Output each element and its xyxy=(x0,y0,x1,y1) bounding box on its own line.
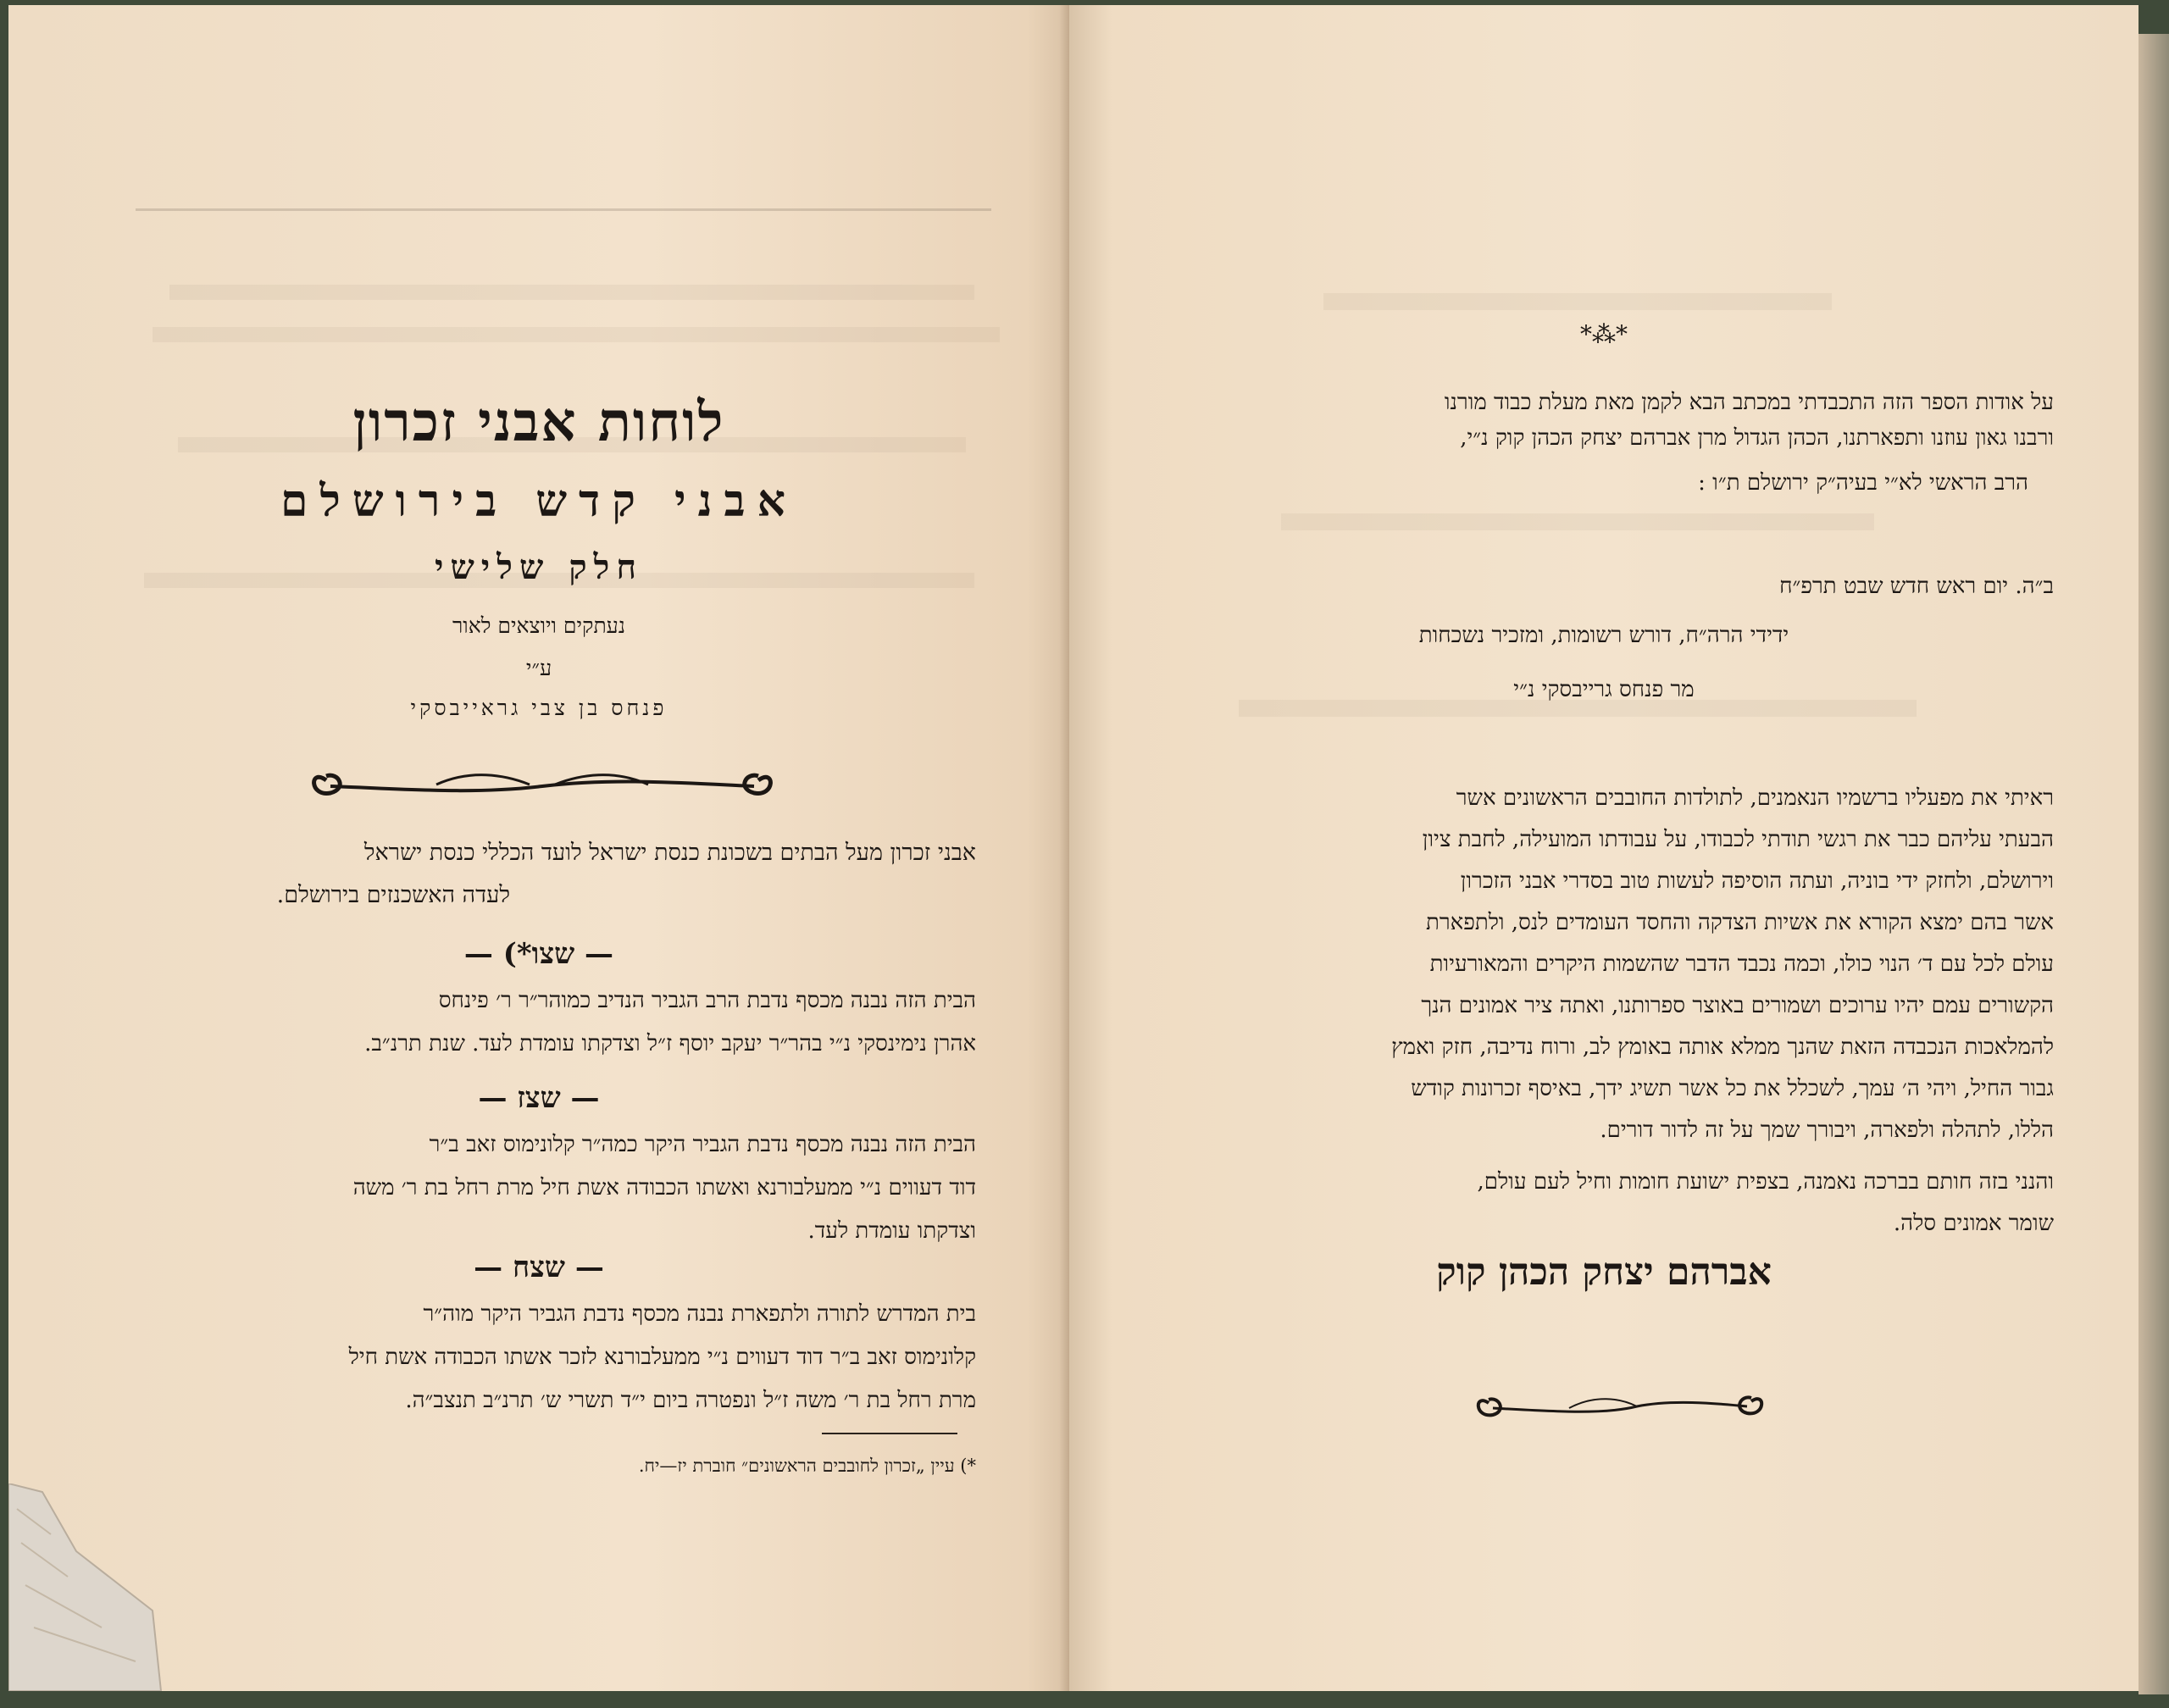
scroll-ornament xyxy=(1467,1378,1772,1428)
copied-line: נעתקים ויוצאים לאור xyxy=(452,613,625,638)
right-page xyxy=(1069,5,2138,1691)
bleed-through-text xyxy=(169,285,974,300)
bleed-through-text xyxy=(153,327,1000,342)
intro-line: על אודות הספר הזה התכבדתי במכתב הבא לקמן מאת מעלת כבוד מורנו xyxy=(1444,390,2054,415)
letter-line: הקשורים עמם יהיו ערוכים ושמורים באוצר ספרותנו, ואתה ציר אמונים הנך xyxy=(1421,993,2054,1018)
by-line: ע״י xyxy=(525,656,552,680)
section-line: אהרן נימינסקי נ״י בהר״ר יעקב יוסף ז״ל וצדקתו עומדת לעד. שנת תרנ״ב. xyxy=(364,1031,976,1056)
book-subtitle: אבני קדש בירושלם xyxy=(280,475,797,527)
section-line: הבית הזה נבנה מכסף נדבת הגביר היקר כמה״ר קלונימוס זאב ב״ר xyxy=(429,1132,976,1157)
section-line: מרת רחל בת ר׳ משה ז״ל ונפטרה ביום י״ד תשרי ש׳ תרנ״ב תנצב״ה. xyxy=(405,1388,976,1413)
section-heading: — שצח — xyxy=(474,1250,604,1284)
author-name: פנחס בן צבי גראייבסקי xyxy=(410,696,668,720)
intro-line: לעדה האשכנזים בירושלם. xyxy=(276,882,510,908)
left-page xyxy=(8,5,1069,1691)
part-label: חלק שלישי xyxy=(434,547,644,587)
bleed-through-rule xyxy=(136,208,991,211)
letter-line: הללו, לתהלה ולפארה, ויבורך שמך על זה לדור דורים. xyxy=(1600,1117,2054,1143)
signature: אברהם יצחק הכהן קוק xyxy=(1436,1250,1772,1294)
closing-line: שומר אמונים סלה. xyxy=(1893,1211,2054,1236)
bleed-through-text xyxy=(1323,293,1832,310)
section-heading: — שצז — xyxy=(478,1081,600,1115)
scroll-ornament xyxy=(301,751,784,810)
letter-line: הבעתי עליהם כבר את רגשי תודתי לכבודו, על עבודתו המועילה, לחבת ציון xyxy=(1422,827,2054,852)
section-line: דוד דעווים נ״י ממעלבורנא ואשתו הכבודה אשת חיל מרת רחל בת ר׳ משה xyxy=(352,1175,976,1201)
footnote-rule xyxy=(822,1433,957,1434)
section-line: בית המדרש לתורה ולתפארת נבנה מכסף נדבת הגביר היקר מוה״ר xyxy=(423,1301,976,1327)
letter-date: ב״ה. יום ראש חדש שבט תרפ״ח xyxy=(1779,574,2054,599)
section-line: וצדקתו עומדת לעד. xyxy=(807,1218,976,1244)
letter-line: עולם לכל עם ד׳ הנוי כולו, וכמה נכבד הדבר שהשמות היקרים והמאורעיות xyxy=(1429,951,2054,977)
letter-line: אשר בהם ימצא הקורא את אשיות הצדקה והחסד העומדים לנס, ולתפארת xyxy=(1426,910,2054,935)
stars-ornament: *⁂* xyxy=(1580,320,1628,348)
letter-line: ראיתי את מפעליו ברשמיו הנאמנים, לתולדות החובבים הראשונים אשר xyxy=(1456,785,2054,811)
salutation: ידידי הרה״ח, דורש רשומות, ומזכיר נשכחות xyxy=(1418,623,1789,648)
intro-line: ורבנו גאון עוזנו ותפארתנו, הכהן הגדול מרן אברהם יצחק הכהן קוק נ״י, xyxy=(1460,425,2054,451)
book-title: לוחות אבני זכרון xyxy=(352,391,725,454)
torn-corner xyxy=(8,1483,178,1691)
footnote: *) עיין „זכרון לחובבים הראשונים״ חוברת יז—יח. xyxy=(638,1456,976,1476)
letter-line: וירושלם, ולחזק ידי בוניה, ועתה הוסיפה לעשות טוב בסדרי אבני הזכרון xyxy=(1460,868,2054,894)
bleed-through-text xyxy=(1281,513,1874,530)
closing-line: והנני בזה חותם בברכה נאמנה, בצפית ישועת חומות וחיל לעם עולם, xyxy=(1477,1169,2054,1195)
section-line: קלונימוס זאב ב״ר דוד דעווים נ״י ממעלבורנא לזכר אשתו הכבודה אשת חיל xyxy=(348,1345,976,1370)
intro-line: אבני זכרון מעל הבתים בשכונת כנסת ישראל לועד הכללי כנסת ישראל xyxy=(363,840,976,866)
section-heading: — שצו*) — xyxy=(463,937,614,971)
section-line: הבית הזה נבנה מכסף נדבת הרב הגביר הנדיב כמוהר״ר ר׳ פינחס xyxy=(438,988,976,1013)
addressee: מר פנחס גרייבסקי נ״י xyxy=(1513,677,1695,702)
letter-line: להמלאכות הנכבדה הזאת שהנך ממלא אותה באומץ לב, ורוח נדיבה, חזק ואמץ xyxy=(1391,1034,2054,1060)
book-edge xyxy=(2138,34,2169,1694)
letter-line: גבור החיל, ויהי ה׳ עמך, לשכלל את כל אשר תשיג ידך, באיסף זכרונות קודש xyxy=(1411,1076,2054,1101)
intro-line: הרב הראשי לא״י בעיה״ק ירושלם ת״ו : xyxy=(1698,470,2028,496)
